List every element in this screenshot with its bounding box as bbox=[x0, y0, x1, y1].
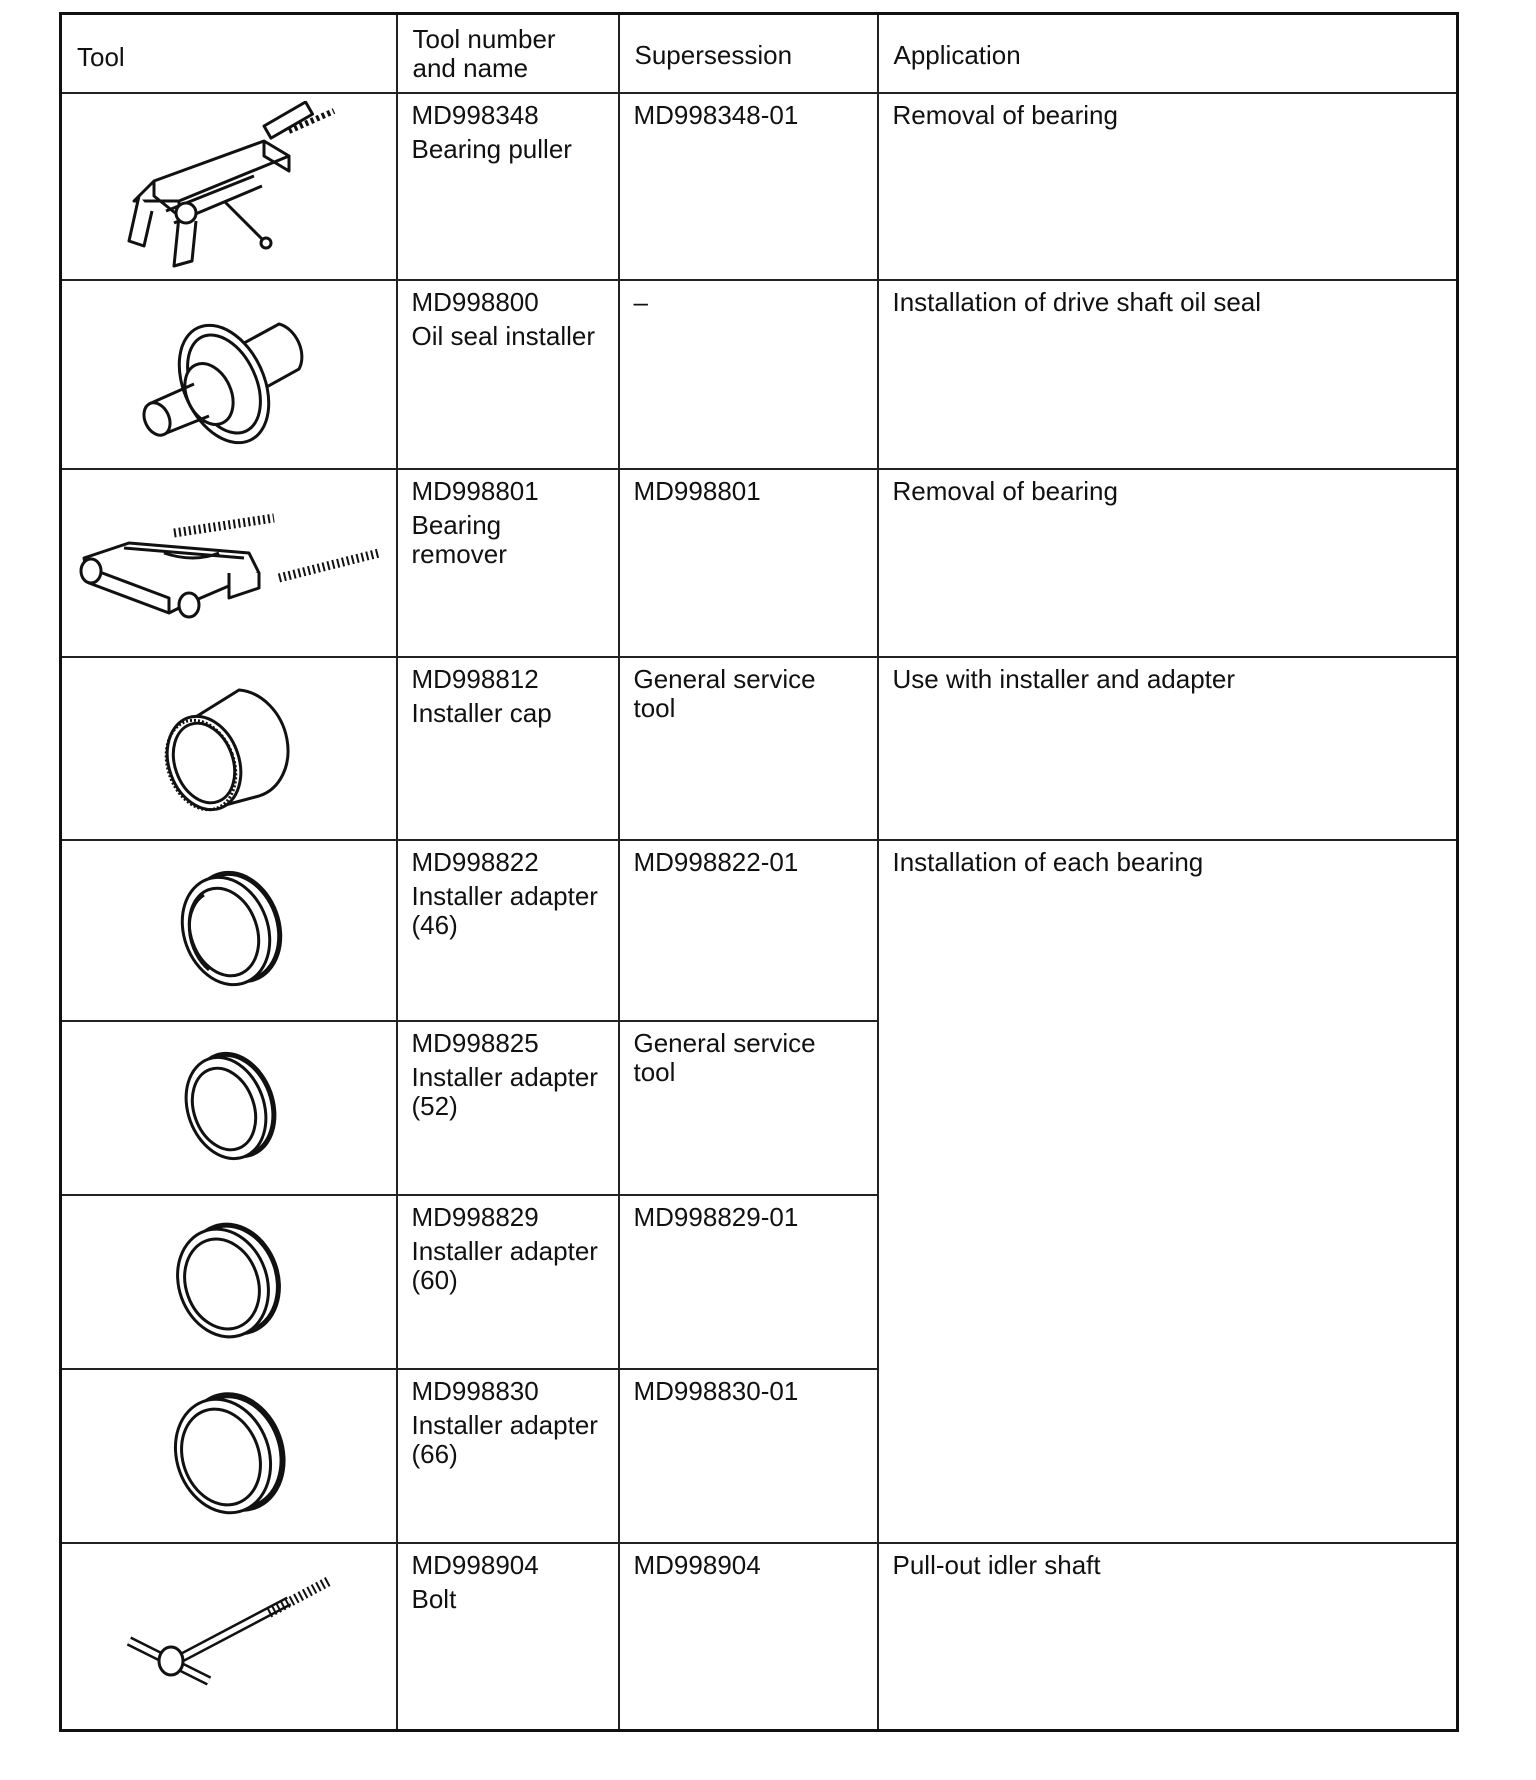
tool-number-cell bbox=[397, 657, 619, 840]
tool-image-cell bbox=[61, 840, 397, 1021]
application-cell: Removal of bearing bbox=[878, 93, 1458, 280]
installer-adapter-icon bbox=[164, 1045, 294, 1170]
application-cell: Use with installer and adapter bbox=[878, 657, 1458, 840]
tool-number: MD998812 bbox=[411, 663, 539, 694]
tool-number: MD998904 bbox=[411, 1549, 539, 1580]
bearing-remover-icon bbox=[69, 493, 389, 633]
tool-name: Bolt bbox=[411, 1583, 457, 1614]
header-tool-number: Tool number and name bbox=[397, 14, 619, 93]
supersession-cell: MD998904 bbox=[619, 1543, 878, 1731]
tool-number: MD998825 bbox=[411, 1027, 539, 1058]
special-tools-table bbox=[59, 12, 1459, 1732]
tool-image-cell bbox=[61, 1369, 397, 1543]
table-row bbox=[61, 93, 1458, 280]
tool-name: Installer cap bbox=[411, 697, 552, 728]
tool-number: MD998800 bbox=[411, 286, 539, 317]
tool-number: MD998822 bbox=[411, 846, 539, 877]
tool-number-cell bbox=[397, 93, 619, 280]
tool-number: MD998348 bbox=[411, 99, 539, 130]
tool-image-cell bbox=[61, 469, 397, 657]
tool-number: MD998829 bbox=[411, 1201, 539, 1232]
supersession-cell: General service tool bbox=[619, 657, 878, 840]
tool-name: Bearing remover bbox=[411, 509, 507, 569]
header-row bbox=[61, 14, 1458, 93]
table-row bbox=[61, 1543, 1458, 1731]
tool-image-cell bbox=[61, 280, 397, 469]
tool-name: Installer adapter (60) bbox=[411, 1235, 598, 1295]
tool-number-cell bbox=[397, 1543, 619, 1731]
tool-number-cell bbox=[397, 280, 619, 469]
table-row bbox=[61, 657, 1458, 840]
tool-number-cell bbox=[397, 469, 619, 657]
tool-number-cell bbox=[397, 1195, 619, 1369]
tool-number: MD998801 bbox=[411, 475, 539, 506]
tool-number-cell bbox=[397, 840, 619, 1021]
supersession-cell: – bbox=[619, 280, 878, 469]
application-cell: Pull-out idler shaft bbox=[878, 1543, 1458, 1731]
installer-adapter-icon bbox=[159, 1388, 299, 1523]
application-cell: Removal of bearing bbox=[878, 469, 1458, 657]
tool-image-cell bbox=[61, 93, 397, 280]
header-tool: Tool bbox=[61, 14, 397, 93]
supersession-cell: MD998829-01 bbox=[619, 1195, 878, 1369]
tool-number-cell bbox=[397, 1021, 619, 1195]
tool-number: MD998830 bbox=[411, 1375, 539, 1406]
application-cell: Installation of drive shaft oil seal bbox=[878, 280, 1458, 469]
tool-name: Installer adapter (46) bbox=[411, 880, 598, 940]
tool-image-cell bbox=[61, 1543, 397, 1731]
tool-image-cell bbox=[61, 657, 397, 840]
bolt-icon bbox=[119, 1571, 339, 1701]
tool-number-cell bbox=[397, 1369, 619, 1543]
table-row bbox=[61, 469, 1458, 657]
tool-name: Installer adapter (66) bbox=[411, 1409, 598, 1469]
supersession-cell: MD998348-01 bbox=[619, 93, 878, 280]
supersession-cell: MD998830-01 bbox=[619, 1369, 878, 1543]
supersession-cell: MD998822-01 bbox=[619, 840, 878, 1021]
tool-name: Oil seal installer bbox=[411, 320, 596, 351]
header-supersession: Supersession bbox=[619, 14, 878, 93]
installer-adapter-icon bbox=[161, 1217, 296, 1347]
supersession-cell: General service tool bbox=[619, 1021, 878, 1195]
table-row bbox=[61, 280, 1458, 469]
header-application: Application bbox=[878, 14, 1458, 93]
oil-seal-installer-icon bbox=[129, 294, 329, 454]
tool-name: Installer adapter (52) bbox=[411, 1061, 598, 1121]
table-row bbox=[61, 840, 1458, 1021]
application-cell: Installation of each bearing bbox=[878, 840, 1458, 1543]
tool-image-cell bbox=[61, 1195, 397, 1369]
installer-cap-icon bbox=[159, 678, 299, 818]
tool-name: Bearing puller bbox=[411, 133, 572, 164]
supersession-cell: MD998801 bbox=[619, 469, 878, 657]
tool-image-cell bbox=[61, 1021, 397, 1195]
installer-adapter-icon bbox=[164, 865, 294, 995]
bearing-puller-icon bbox=[114, 101, 344, 271]
